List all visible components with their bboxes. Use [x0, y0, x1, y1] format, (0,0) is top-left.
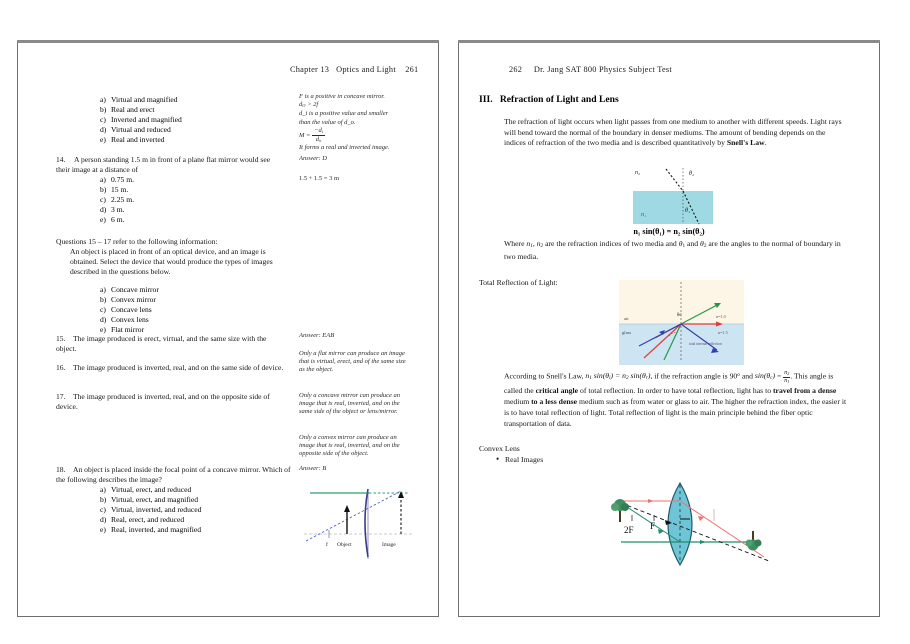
option-item[interactable]: b) 15 m. — [100, 184, 129, 194]
total-reflection-label: Total Reflection of Light: — [479, 278, 558, 287]
question-number: 17. — [56, 392, 66, 401]
convex-lens-bullet: • Real Images — [505, 455, 543, 464]
label-n1: n₁ — [641, 212, 647, 218]
label-2F: 2F — [624, 525, 634, 535]
label-theta1: θ₁ — [685, 208, 691, 214]
label-n-top: n=1.0 — [716, 314, 726, 319]
snell-explanation: Where $n_1$, $n_2$ are the refraction indices of two media and $\theta_1$ and $\theta_2$ are the angles to the normal of boundary in two media. — [504, 239, 841, 261]
right-page-header — [509, 65, 672, 74]
question-text: The image produced is inverted, real, and on the opposite side of device. — [56, 392, 270, 411]
label-theta-c: θc — [677, 313, 682, 318]
convex-lens-label: Convex Lens — [479, 444, 520, 453]
option-item[interactable]: d) Virtual and reduced — [100, 124, 171, 134]
label-air: air — [624, 316, 629, 321]
q15-17-note-2: Only a concave mirror can produce an image that is real, inverted, and on the same side of the object or lens/mirror. — [299, 392, 400, 416]
option-item[interactable]: a) Virtual and magnified — [100, 95, 178, 104]
header-chapter: Chapter 13 — [290, 65, 330, 74]
question-14 — [56, 155, 282, 175]
concave-mirror-ray-diagram — [296, 479, 416, 564]
question-number: 15. — [56, 334, 66, 343]
q13-option-list — [100, 95, 182, 145]
q15-17-note-3: Only a convex mirror can produce an image that is real, inverted, and on the opposite side of the object. — [299, 434, 400, 458]
convex-lens-ray-diagram — [564, 479, 864, 569]
label-total-internal-reflection: total internal reflection — [689, 342, 722, 346]
q15-17-option-list — [100, 285, 159, 335]
label-F: F — [650, 521, 656, 531]
option-item[interactable]: b) Real and erect — [100, 104, 155, 114]
question-number: 14. — [56, 155, 66, 164]
option-item[interactable]: a) 0.75 m. — [100, 175, 134, 184]
page-right — [458, 40, 880, 617]
q15-17-note-1: Only a flat mirror can produce an image that is virtual, erect, and of the same size as the object. — [299, 350, 406, 374]
question-number: 18. — [56, 465, 66, 474]
label-f: f — [326, 542, 328, 548]
q14-option-list — [100, 175, 134, 225]
label-n-bottom: n=1.5 — [718, 330, 728, 335]
option-item[interactable]: c) 2.25 m. — [100, 194, 134, 204]
option-item[interactable]: d) 3 m. — [100, 204, 125, 214]
header-title: Dr. Jang SAT 800 Physics Subject Test — [533, 65, 672, 74]
q18-answer: Answer: B — [299, 465, 327, 472]
image-tree — [746, 531, 762, 551]
q14-answer: Answer: D — [299, 155, 327, 162]
label-image: Image — [382, 542, 396, 548]
critical-angle-paragraph: According to Snell's Law, $n_1$ $\sin(\theta_i) = n_2$ $\sin(\theta_r)$, if the refraction angle is 90$^o$ and $\sin(\theta_c)$ = $\frac{n_2}{n_1}$ . This angle is called the critical angle of total reflection. In order to have total reflection, light has to travel from a dense medium to a less dense medium such as from water or glass to air. The higher the refraction index, the easier it is to have total reflection of light. Total reflection of light is the main principle behind the fiber optic transportation of data. — [504, 370, 847, 429]
question-text: The image produced is inverted, real, and on the same side of device. — [73, 363, 284, 372]
option-item[interactable]: e) Real and inverted — [100, 134, 165, 144]
questions-15-17-intro — [56, 237, 291, 277]
section-numeral: III. — [479, 94, 493, 105]
option-item[interactable]: c) Concave lens — [100, 304, 152, 314]
header-page-number: 262 — [509, 65, 523, 74]
option-item[interactable]: a) Concave mirror — [100, 285, 159, 294]
option-item[interactable]: e) Real, inverted, and magnified — [100, 524, 202, 534]
intro-heading: Questions 15 – 17 refer to the following information: — [56, 237, 218, 246]
option-item[interactable]: e) 6 m. — [100, 214, 125, 224]
total-reflection-diagram — [619, 280, 744, 365]
label-object: Object — [337, 542, 352, 548]
option-item[interactable]: b) Virtual, erect, and magnified — [100, 494, 199, 504]
section-heading — [479, 94, 619, 105]
question-number: 16. — [56, 363, 66, 372]
question-18 — [56, 465, 291, 485]
header-page-number: 261 — [405, 65, 419, 74]
label-n2: n₂ — [635, 170, 641, 176]
option-item[interactable]: b) Convex mirror — [100, 294, 156, 304]
label-theta2: θ₂ — [689, 171, 695, 177]
question-text: The image produced is erect, virtual, and the same size with the object. — [56, 334, 267, 353]
object-tree — [611, 499, 629, 522]
q15-17-answer: Answer: EAB — [299, 332, 335, 339]
intro-body: An object is placed in front of an optical device, and an image is obtained. Select the device that would produce the types of images described in the questions below. — [70, 246, 273, 276]
snell-formula: n₁ sin(θ₁) = n₂ sin(θ₂) — [633, 227, 705, 236]
label-glass: glass — [622, 330, 632, 335]
question-16 — [56, 363, 284, 373]
option-item[interactable]: d) Convex lens — [100, 314, 149, 324]
question-text: A person standing 1.5 m in front of a plane flat mirror would see their image at a distance of — [56, 155, 271, 174]
q14-work: 1.5 + 1.5 = 3 m — [299, 175, 340, 182]
margin-note-q13: F is a positive in concave mirror. $d_O > 2f$ d_i is a positive value and smaller than the value of d_o. M = $\frac{-d_i}{d_o}$ It forms a real and inverted image. — [299, 93, 409, 152]
question-text: An object is placed inside the focal point of a concave mirror. Which of the following describes the image? — [56, 465, 291, 484]
q18-option-list — [100, 485, 201, 535]
option-item[interactable]: c) Inverted and magnified — [100, 114, 182, 124]
intro-paragraph: The refraction of light occurs when light passes from one medium to another with different speeds. Light rays will bend toward the normal of the boundary in denser mediums. The amount of bending depends on the indices of refraction of the two media and is described quantitatively by Snell's Law. — [504, 117, 842, 148]
option-item[interactable]: a) Virtual, erect, and reduced — [100, 485, 192, 494]
snells-law-term: Snell's Law — [726, 138, 765, 148]
question-17 — [56, 392, 284, 412]
option-item[interactable]: d) Real, erect, and reduced — [100, 514, 185, 524]
header-title: Optics and Light — [336, 65, 396, 74]
snell-law-diagram — [611, 166, 741, 226]
note-formula-m: M = $\frac{-d_i}{d_o}$ — [299, 126, 323, 143]
question-15 — [56, 334, 284, 354]
left-page-header — [290, 65, 418, 74]
section-title: Refraction of Light and Lens — [499, 94, 619, 105]
option-item[interactable]: e) Flat mirror — [100, 324, 145, 334]
page-left — [17, 40, 439, 617]
note-formula-do: $d_O > 2f$ — [299, 101, 319, 109]
option-item[interactable]: c) Virtual, inverted, and reduced — [100, 504, 202, 514]
